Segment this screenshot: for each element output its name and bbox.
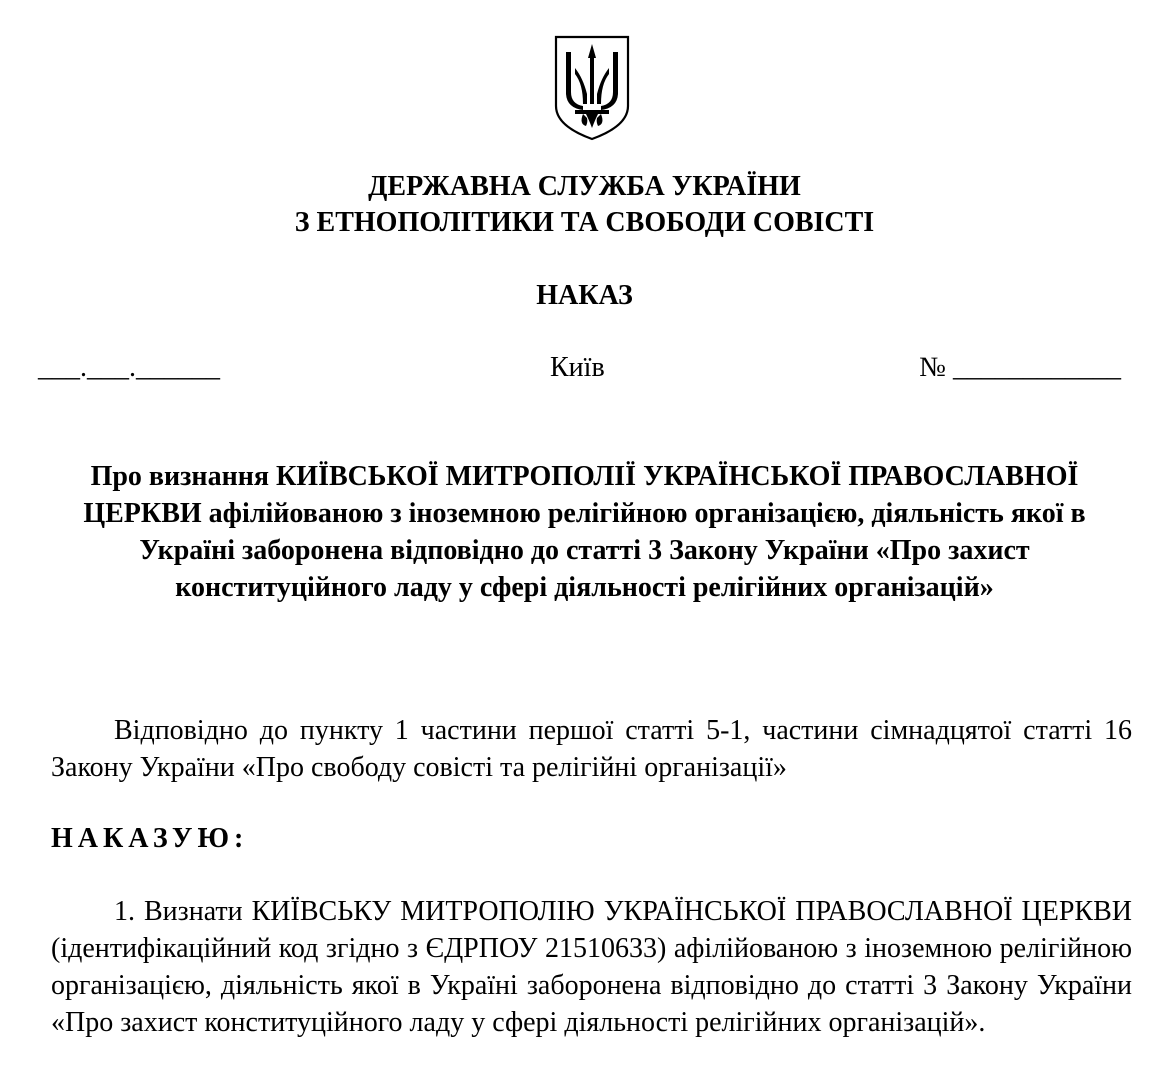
decree-heading: НАКАЗУЮ:: [51, 823, 249, 854]
order-subject-heading: Про визнання КИЇВСЬКОЇ МИТРОПОЛІЇ УКРАЇНСЬКОЇ ПРАВОСЛАВНОЇ ЦЕРКВИ афілійованою з іноземною релігійною організацією, діяльність якої в Україні заборонена відповідно до статті 3 Закону України «Про захист конституційного ладу у сфері діяльності релігійних організацій»: [83, 461, 1086, 603]
coat-of-arms-trident-icon: [553, 34, 631, 142]
organization-name-line2: З ЕТНОПОЛІТИКИ ТА СВОБОДИ СОВІСТІ: [294, 207, 875, 238]
order-number-field: № ____________: [919, 352, 1121, 383]
organization-name-line1: ДЕРЖАВНА СЛУЖБА УКРАЇНИ: [368, 171, 801, 202]
legal-basis-paragraph: Відповідно до пункту 1 частини першої статті 5-1, частини сімнадцятої статті 16 Закону України «Про свободу совісті та релігійні організації»: [51, 715, 1132, 783]
order-item-1-paragraph: 1. Визнати КИЇВСЬКУ МИТРОПОЛІЮ УКРАЇНСЬКОЇ ПРАВОСЛАВНОЇ ЦЕРКВИ (ідентифікаційний код згідно з ЄДРПОУ 21510633) афілійованою з іноземною релігійною організацією, діяльність якої в Україні заборонена відповідно до статті 3 Закону України «Про захист конституційного ладу у сфері діяльності релігійних організацій».: [51, 896, 1132, 1038]
city-label: Київ: [550, 352, 605, 383]
date-field: ___.___.______: [38, 352, 220, 383]
document-type-title: НАКАЗ: [536, 280, 633, 311]
dateline: [38, 350, 1121, 390]
